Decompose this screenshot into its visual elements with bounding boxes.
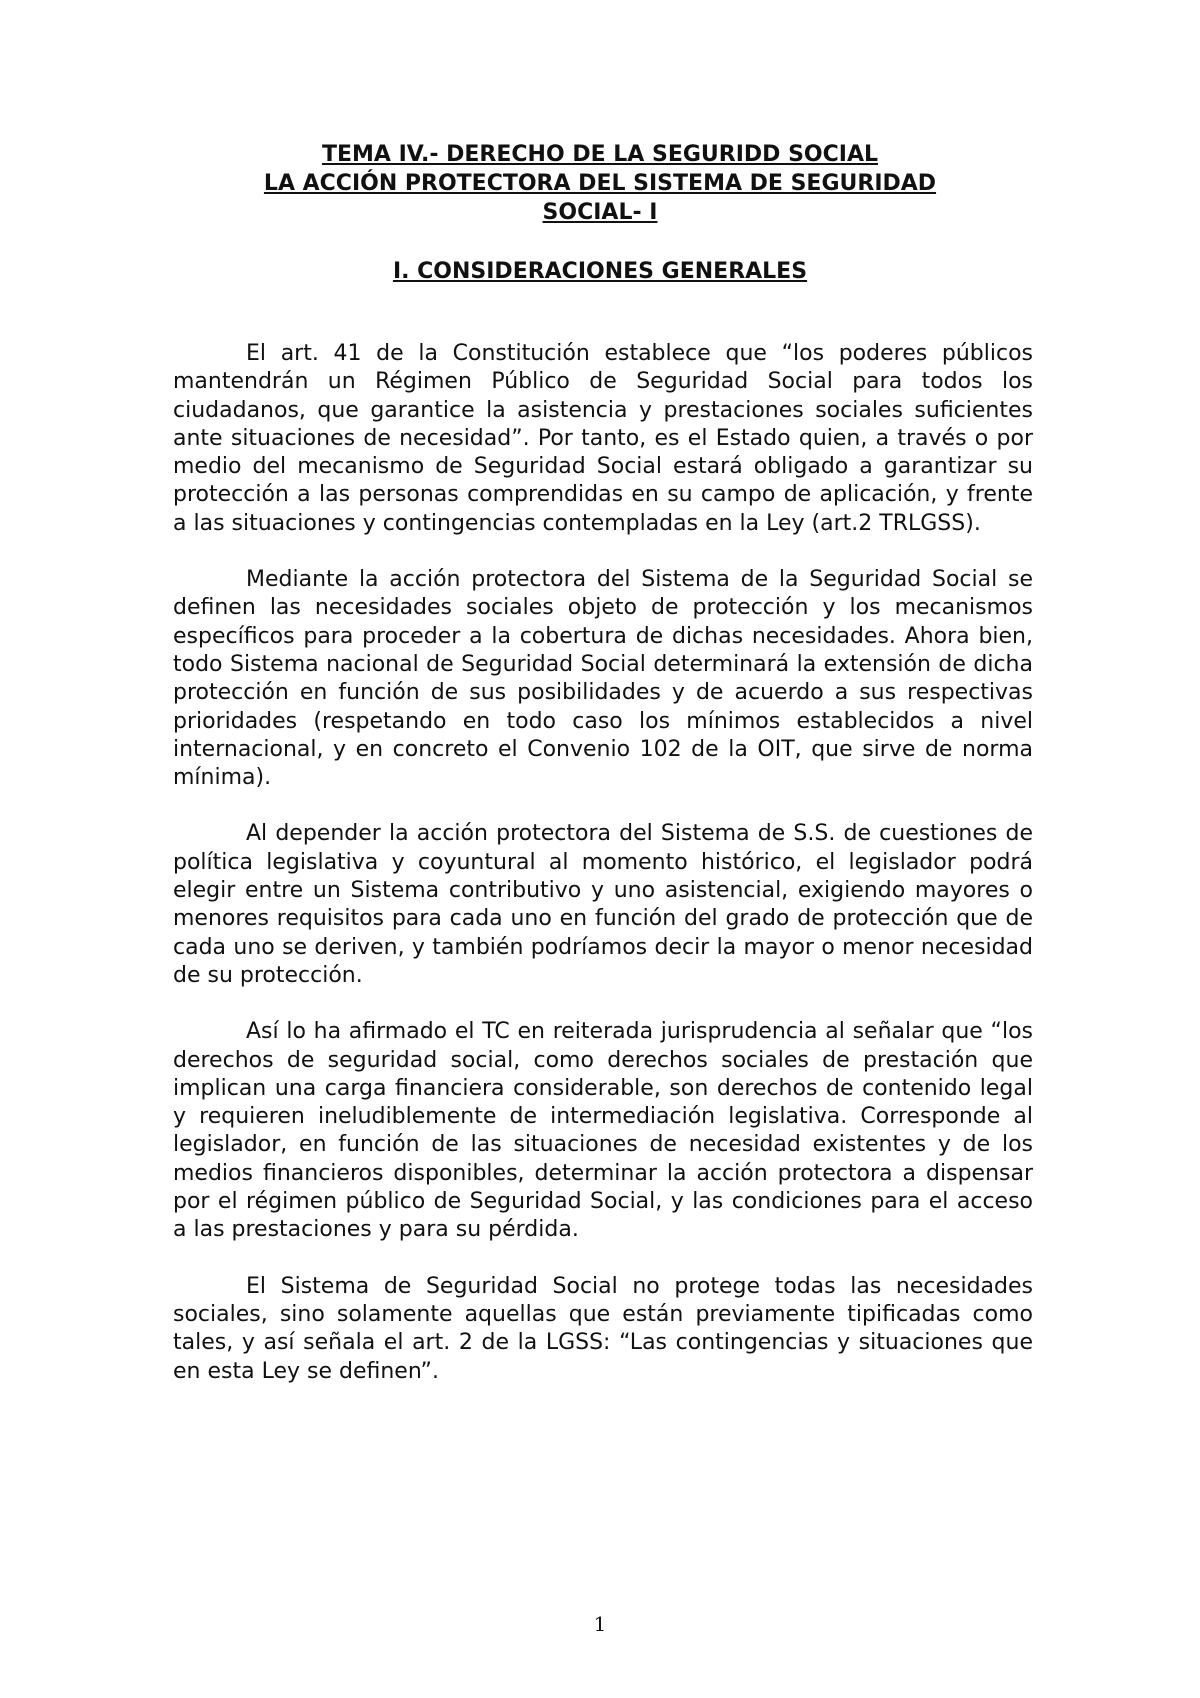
title-line-3: SOCIAL- I: [542, 200, 658, 225]
title-line-2: LA ACCIÓN PROTECTORA DEL SISTEMA DE SEGURIDAD: [263, 171, 937, 196]
paragraph-5: El Sistema de Seguridad Social no protege todas las necesidades sociales, sino solamente aquellas que están previamente tipificadas como tales, y así señala el art. 2 de la LGSS: “Las contingencias y situaciones que en esta Ley se definen”.: [173, 1273, 1033, 1384]
paragraph-2: Mediante la acción protectora del Sistema de la Seguridad Social se definen las necesidades sociales objeto de protección y los mecanismos específicos para proceder a la cobertura de dichas necesidades. Ahora bien, todo Sistema nacional de Seguridad Social determinará la extensión de dicha protección en función de sus posibilidades y de acuerdo a sus respectivas prioridades (respetando en todo caso los mínimos establecidos a nivel internacional, y en concreto el Convenio 102 de la OIT, que sirve de norma mínima).: [173, 567, 1033, 791]
paragraph-3: Al depender la acción protectora del Sistema de S.S. de cuestiones de política legislativa y coyuntural al momento histórico, el legislador podrá elegir entre un Sistema contributivo y uno asistencial, exigiendo mayores o menores requisitos para cada uno en función del grado de protección que de cada uno se deriven, y también podríamos decir la mayor o menor necesidad de su protección.: [173, 821, 1033, 988]
paragraph-4: Así lo ha afirmado el TC en reiterada jurisprudencia al señalar que “los derechos de seguridad social, como derechos sociales de prestación que implican una carga financiera considerable, son derechos de contenido legal y requieren ineludiblemente de intermediación legislativa. Corresponde al legislador, en función de las situaciones de necesidad existentes y de los medios financieros disponibles, determinar la acción protectora a dispensar por el régimen público de Seguridad Social, y las condiciones para el acceso a las prestaciones y para su pérdida.: [173, 1019, 1033, 1243]
section-heading: I. CONSIDERACIONES GENERALES: [392, 259, 808, 284]
document-body: [173, 340, 1033, 1414]
document-title-block: [170, 140, 1030, 227]
paragraph-1: El art. 41 de la Constitución establece que “los poderes públicos mantendrán un Régimen Público de Seguridad Social para todos los ciudadanos, que garantice la asistencia y prestaciones sociales suficientes ante situaciones de necesidad”. Por tanto, es el Estado quien, a través o por medio del mecanismo de Seguridad Social estará obligado a garantizar su protección a las personas comprendidas en su campo de aplicación, y frente a las situaciones y contingencias contempladas en la Ley (art.2 TRLGSS).: [173, 341, 1033, 536]
page-number: 1: [593, 1612, 607, 1636]
title-line-1: TEMA IV.- DERECHO DE LA SEGURIDD SOCIAL: [322, 142, 878, 167]
